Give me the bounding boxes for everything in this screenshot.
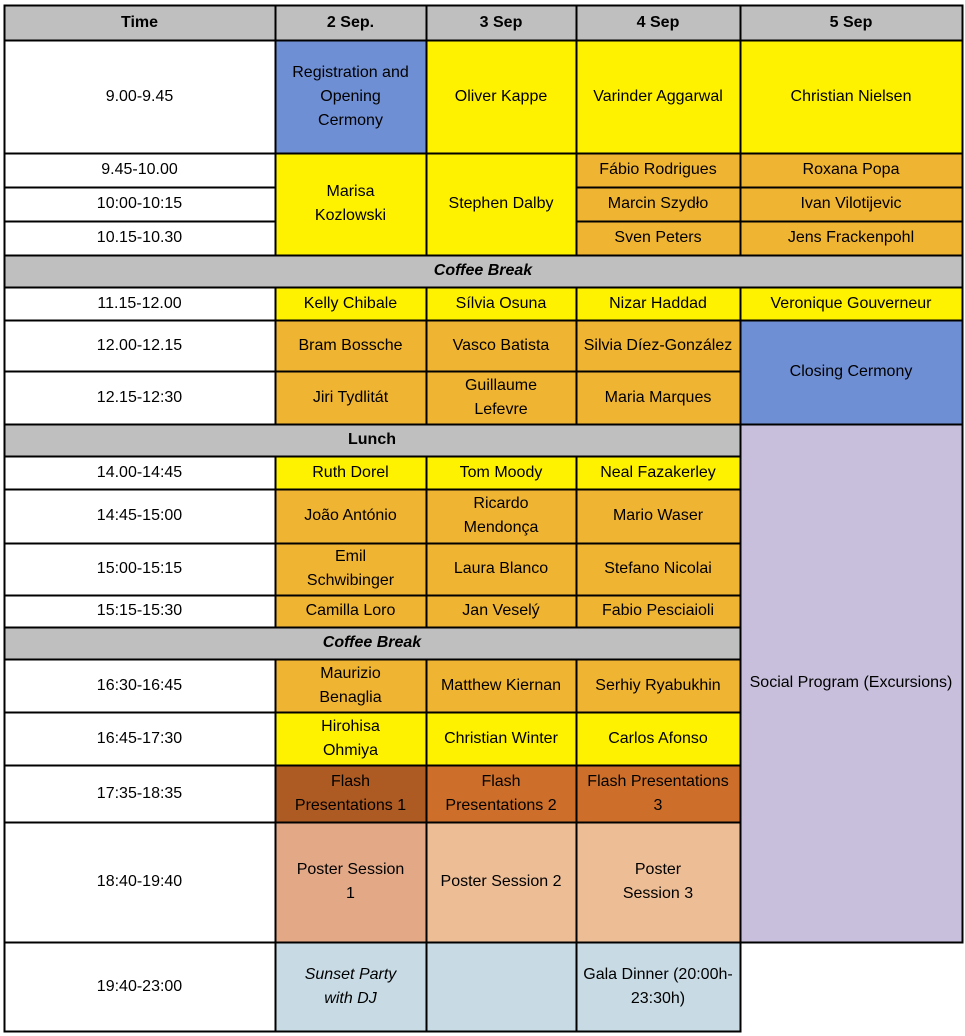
time-slot-label: 14:45-15:00 xyxy=(96,507,183,524)
session-oliver-kappe xyxy=(426,40,576,153)
session-christian-nielsen xyxy=(740,40,962,153)
time-slot xyxy=(4,187,275,221)
session-ruth-dorel-label: Ruth Dorel xyxy=(312,463,389,481)
session-ivan-vilotijevic xyxy=(740,187,962,221)
session-marisa-kozlowski xyxy=(275,153,426,255)
session-carlos-afonso-label: Carlos Afonso xyxy=(608,729,708,747)
session-serhiy-ryabukhin-label: Serhiy Ryabukhin xyxy=(595,676,721,694)
coffee-break-row-label: Coffee Break xyxy=(322,634,422,651)
session-jan-vesely xyxy=(426,595,576,627)
session-christian-nielsen-label: Christian Nielsen xyxy=(790,87,912,105)
session-marcin-szydlo-label: Marcin Szydło xyxy=(607,195,709,212)
session-hirohisa-ohmiya xyxy=(275,712,426,765)
session-registration xyxy=(275,40,426,153)
session-maria-marques-label: Maria Marques xyxy=(604,388,712,406)
session-silvia-diez-gonzalez xyxy=(576,320,740,371)
session-kelly-chibale xyxy=(275,287,426,320)
session-poster-session-3 xyxy=(576,822,740,942)
time-slot xyxy=(4,712,275,765)
session-flash-presentations-3-label: Flash Presentations 3 xyxy=(587,772,729,814)
session-carlos-afonso xyxy=(576,712,740,765)
time-slot xyxy=(4,765,275,822)
time-slot xyxy=(4,320,275,371)
session-matthew-kiernan-label: Matthew Kiernan xyxy=(440,676,562,694)
coffee-break-row-label: Coffee Break xyxy=(433,262,533,279)
time-slot xyxy=(4,822,275,942)
session-emil-schwibinger xyxy=(275,543,426,595)
session-closing-ceremony-label: Closing Cermony xyxy=(789,363,913,380)
session-hirohisa-ohmiya-label: Hirohisa Ohmiya xyxy=(321,717,380,759)
session-serhiy-ryabukhin xyxy=(576,659,740,712)
session-ricardo-mendonca-label: Ricardo Mendonça xyxy=(463,495,539,536)
session-christian-winter-label: Christian Winter xyxy=(444,729,558,747)
session-poster-session-1 xyxy=(275,822,426,942)
header-5-sep-label: 5 Sep xyxy=(829,13,873,31)
time-slot xyxy=(4,221,275,255)
session-fabio-rodrigues xyxy=(576,153,740,187)
session-kelly-chibale-label: Kelly Chibale xyxy=(303,294,398,312)
time-slot xyxy=(4,456,275,489)
session-flash-presentations-2-label: Flash Presentations 2 xyxy=(445,772,557,814)
session-closing-ceremony xyxy=(740,320,962,424)
session-fabio-rodrigues-label: Fábio Rodrigues xyxy=(599,161,717,178)
session-joao-antonio-label: João António xyxy=(304,507,397,524)
session-jiri-tydlitat xyxy=(275,371,426,424)
session-camilla-loro xyxy=(275,595,426,627)
time-slot-label: 11.15-12.00 xyxy=(97,294,182,312)
time-slot-label: 18:40-19:40 xyxy=(96,873,183,890)
session-silvia-diez-gonzalez-label: Silvia Díez-González xyxy=(583,336,733,354)
coffee-break-row xyxy=(4,627,740,659)
session-tom-moody-label: Tom Moody xyxy=(459,463,543,481)
time-slot xyxy=(4,371,275,424)
session-jens-frackenpohl xyxy=(740,221,962,255)
session-poster-session-3-label: Poster Session 3 xyxy=(622,861,694,902)
session-gala-dinner-label: Gala Dinner (20:00h-23:30h) xyxy=(583,965,733,1007)
session-maria-marques xyxy=(576,371,740,424)
session-laura-blanco xyxy=(426,543,576,595)
time-slot xyxy=(4,40,275,153)
session-neal-fazakerley-label: Neal Fazakerley xyxy=(600,463,716,481)
header-2-sep xyxy=(275,5,426,40)
session-emil-schwibinger-label: Emil Schwibinger xyxy=(306,548,395,589)
time-slot-label: 12.15-12:30 xyxy=(96,388,183,406)
session-camilla-loro-label: Camilla Loro xyxy=(305,602,396,619)
session-poster-session-2 xyxy=(426,822,576,942)
session-vasco-batista xyxy=(426,320,576,371)
session-ivan-vilotijevic-label: Ivan Vilotijevic xyxy=(800,195,902,212)
header-3-sep xyxy=(426,5,576,40)
session-flash-presentations-1 xyxy=(275,765,426,822)
session-fabio-pesciaioli-label: Fabio Pesciaioli xyxy=(601,602,715,619)
lunch-row-label: Lunch xyxy=(348,431,396,448)
time-slot xyxy=(4,489,275,543)
time-slot-label: 9.00-9.45 xyxy=(105,87,174,105)
session-matthew-kiernan xyxy=(426,659,576,712)
session-sunset-party-label: Sunset Party with DJ xyxy=(304,965,397,1007)
session-christian-winter xyxy=(426,712,576,765)
time-slot-label: 16:30-16:45 xyxy=(96,676,183,694)
time-slot xyxy=(4,153,275,187)
session-guillaume-lefevre xyxy=(426,371,576,424)
time-slot xyxy=(4,595,275,627)
header-3-sep-label: 3 Sep xyxy=(479,13,523,31)
session-sven-peters xyxy=(576,221,740,255)
session-silvia-osuna-label: Sílvia Osuna xyxy=(455,294,547,312)
session-roxana-popa xyxy=(740,153,962,187)
session-maurizio-benaglia-label: Maurizio Benaglia xyxy=(319,664,382,706)
session-flash-presentations-3 xyxy=(576,765,740,822)
session-silvia-osuna xyxy=(426,287,576,320)
coffee-break-row xyxy=(4,255,962,287)
session-poster-session-1-label: Poster Session 1 xyxy=(296,861,405,902)
header-2-sep-label: 2 Sep. xyxy=(326,13,375,31)
time-slot-label: 16:45-17:30 xyxy=(96,729,183,747)
time-slot-label: 14.00-14:45 xyxy=(96,463,183,481)
time-slot-label: 15:15-15:30 xyxy=(96,602,183,619)
session-ruth-dorel xyxy=(275,456,426,489)
time-slot-label: 17:35-18:35 xyxy=(96,784,183,802)
session-nizar-haddad-label: Nizar Haddad xyxy=(609,294,707,312)
header-4-sep-label: 4 Sep xyxy=(636,13,680,31)
time-slot-label: 19:40-23:00 xyxy=(96,977,183,995)
session-marisa-kozlowski-label: Marisa Kozlowski xyxy=(314,183,387,224)
session-social-program-label: Social Program (Excursions) xyxy=(749,674,953,691)
session-oliver-kappe-label: Oliver Kappe xyxy=(454,87,548,105)
session-guillaume-lefevre-label: Guillaume Lefevre xyxy=(464,376,538,418)
session-mario-waser xyxy=(576,489,740,543)
session-stefano-nicolai-label: Stefano Nicolai xyxy=(604,560,712,577)
session-jens-frackenpohl-label: Jens Frackenpohl xyxy=(787,229,915,246)
session-marcin-szydlo xyxy=(576,187,740,221)
session-varinder-aggarwal-label: Varinder Aggarwal xyxy=(593,87,723,105)
session-registration-label: Registration and Opening Cermony xyxy=(292,63,409,129)
session-laura-blanco-label: Laura Blanco xyxy=(453,560,549,577)
time-slot xyxy=(4,543,275,595)
session-ricardo-mendonca xyxy=(426,489,576,543)
session-bram-bossche xyxy=(275,320,426,371)
time-slot-label: 10.15-10.30 xyxy=(96,229,183,246)
session-maurizio-benaglia xyxy=(275,659,426,712)
session-bram-bossche-label: Bram Bossche xyxy=(298,336,403,354)
session-veronique-gouverneur-label: Veronique Gouverneur xyxy=(770,294,932,312)
session-mario-waser-label: Mario Waser xyxy=(612,507,704,524)
time-slot-label: 9.45-10.00 xyxy=(101,161,178,178)
time-slot-label: 15:00-15:15 xyxy=(96,560,183,577)
session-empty xyxy=(426,942,576,1031)
session-stephen-dalby-label: Stephen Dalby xyxy=(448,195,554,212)
session-nizar-haddad xyxy=(576,287,740,320)
time-slot xyxy=(4,659,275,712)
time-slot xyxy=(4,942,275,1031)
session-stefano-nicolai xyxy=(576,543,740,595)
session-vasco-batista-label: Vasco Batista xyxy=(452,336,550,354)
session-tom-moody xyxy=(426,456,576,489)
session-stephen-dalby xyxy=(426,153,576,255)
session-sunset-party xyxy=(275,942,426,1031)
session-neal-fazakerley xyxy=(576,456,740,489)
header-4-sep xyxy=(576,5,740,40)
header-time-label: Time xyxy=(120,13,159,31)
session-varinder-aggarwal xyxy=(576,40,740,153)
session-fabio-pesciaioli xyxy=(576,595,740,627)
header-5-sep xyxy=(740,5,962,40)
session-jiri-tydlitat-label: Jiri Tydlitát xyxy=(312,388,389,406)
lunch-row xyxy=(4,424,740,456)
time-slot xyxy=(4,287,275,320)
time-slot-label: 10:00-10:15 xyxy=(96,195,183,212)
time-slot-label: 12.00-12.15 xyxy=(96,336,183,354)
session-gala-dinner xyxy=(576,942,740,1031)
session-joao-antonio xyxy=(275,489,426,543)
session-flash-presentations-2 xyxy=(426,765,576,822)
session-roxana-popa-label: Roxana Popa xyxy=(802,161,900,178)
session-poster-session-2-label: Poster Session 2 xyxy=(440,873,562,890)
header-time xyxy=(4,5,275,40)
session-sven-peters-label: Sven Peters xyxy=(614,229,702,246)
session-flash-presentations-1-label: Flash Presentations 1 xyxy=(294,772,407,814)
session-jan-vesely-label: Jan Veselý xyxy=(462,602,540,619)
session-social-program xyxy=(740,424,962,942)
session-veronique-gouverneur xyxy=(740,287,962,320)
